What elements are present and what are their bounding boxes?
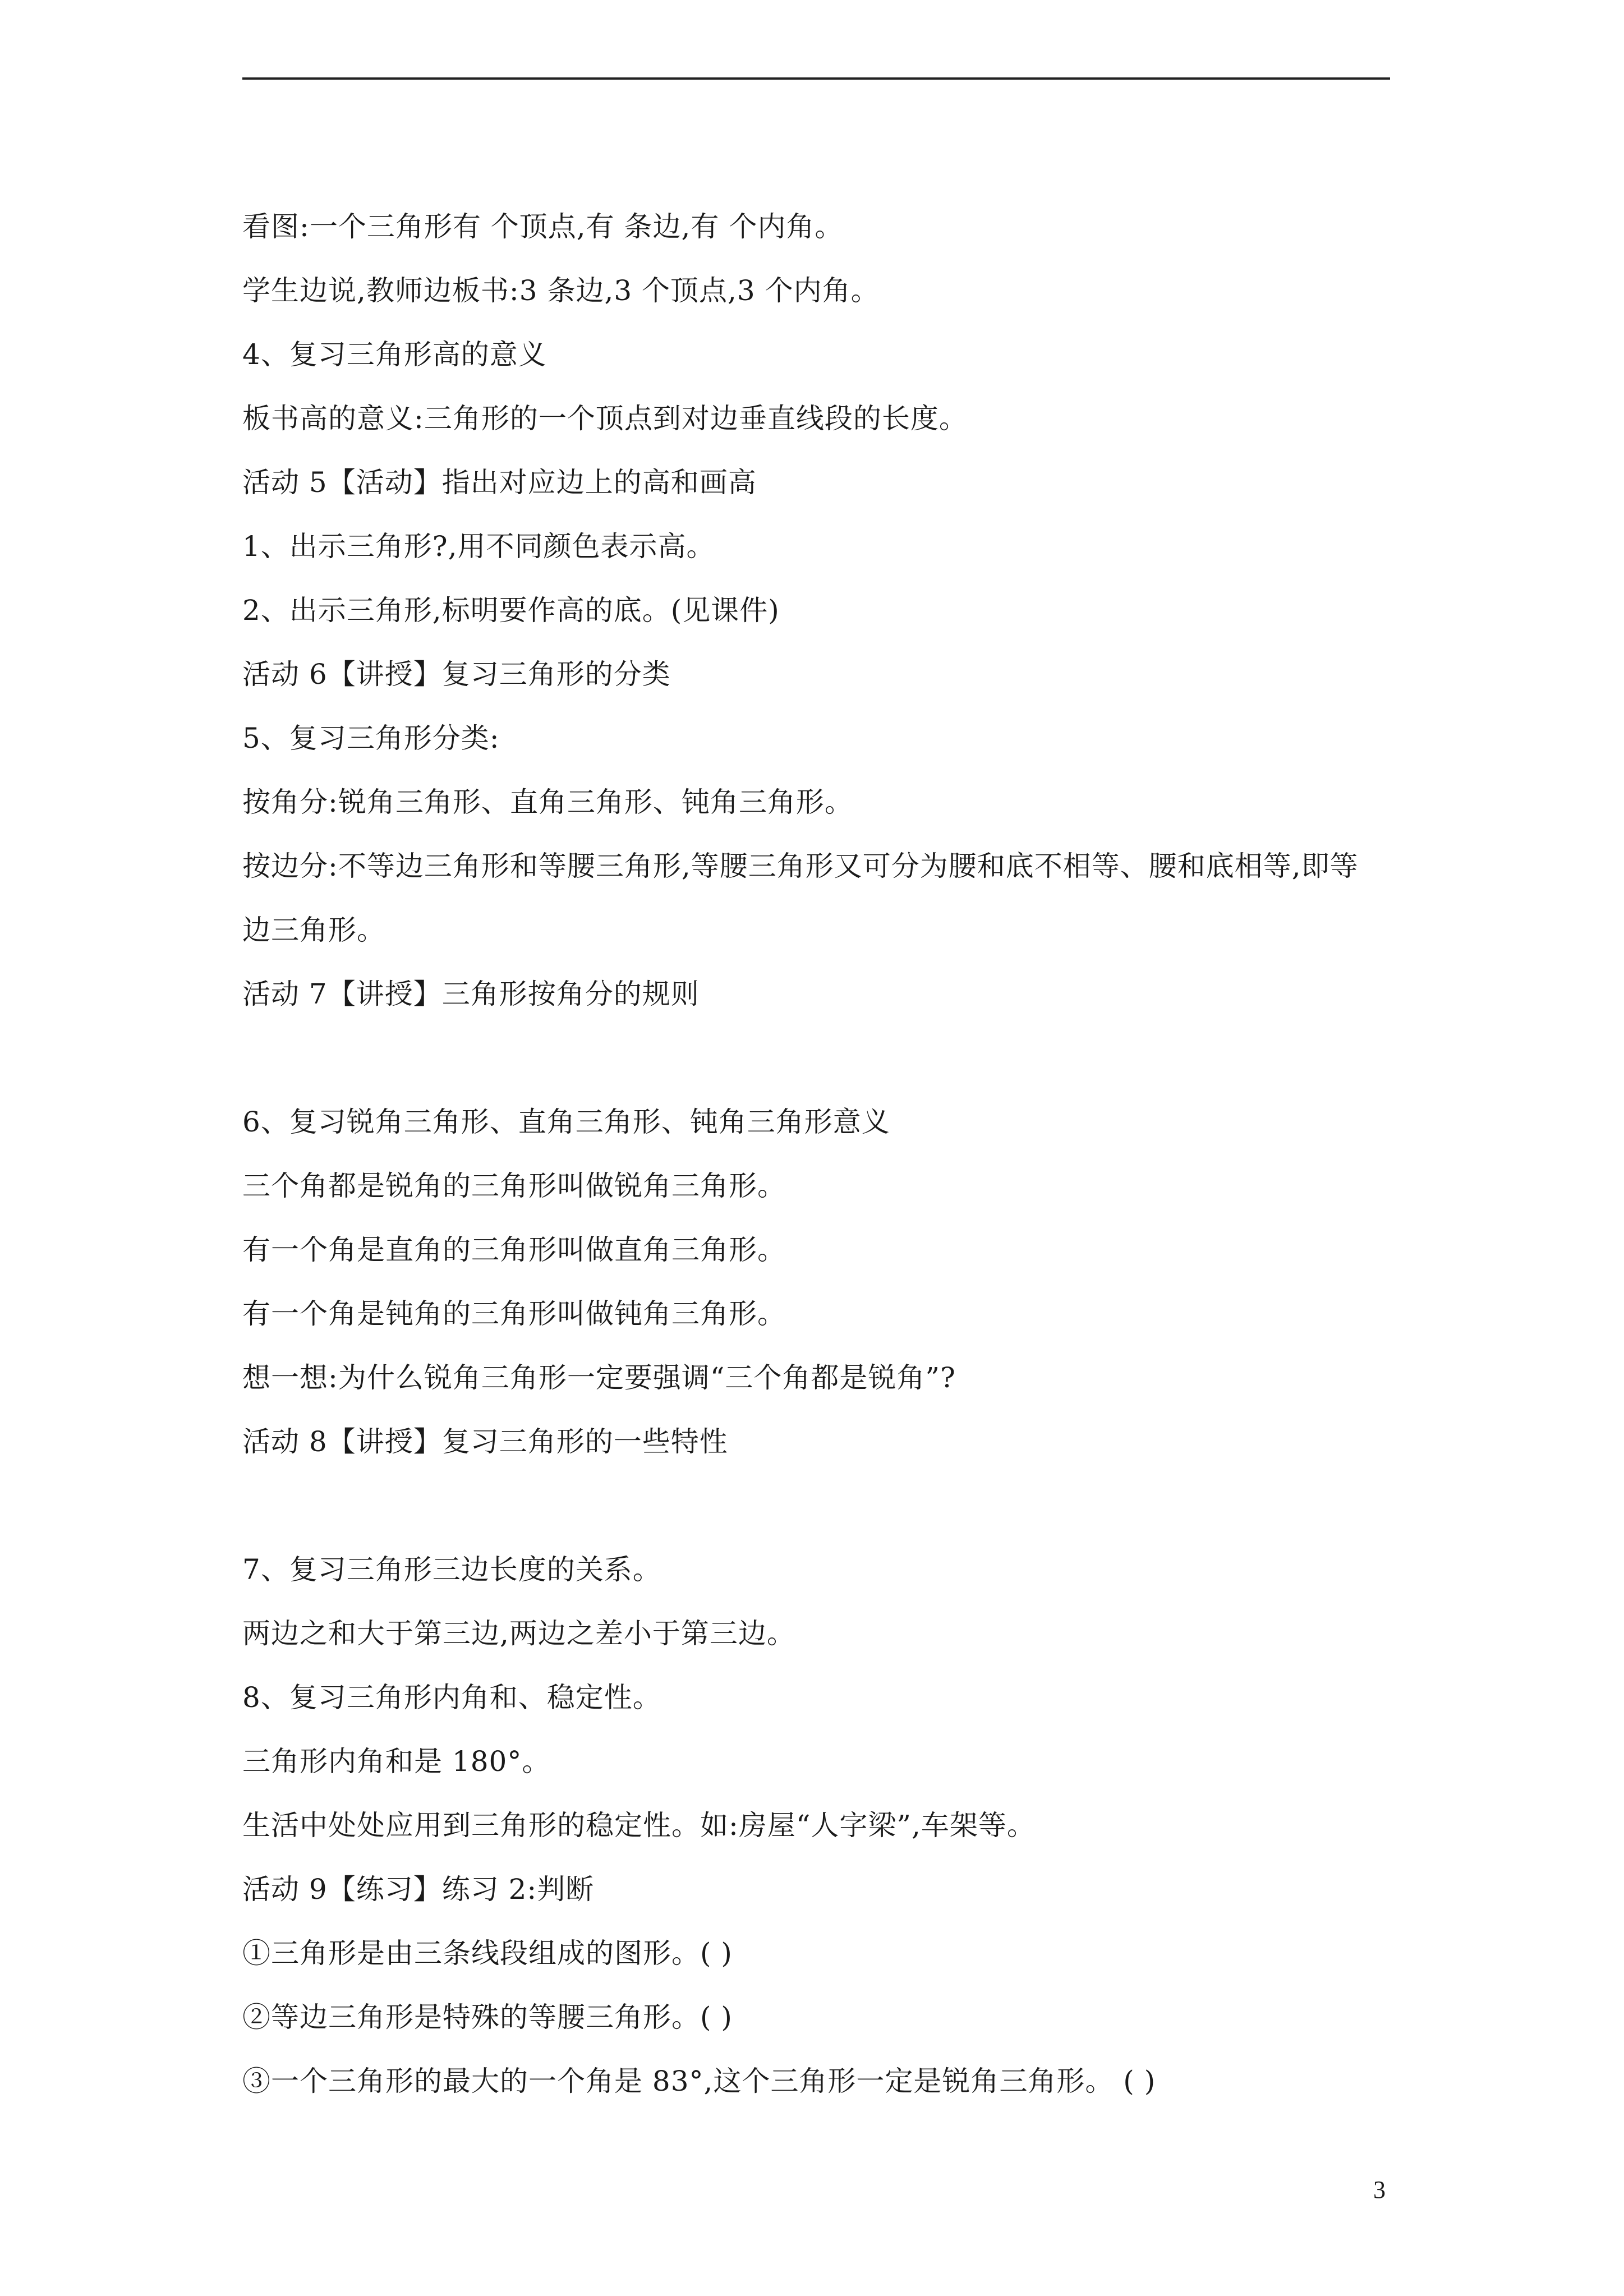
text-line: 有一个角是钝角的三角形叫做钝角三角形。 bbox=[242, 1297, 786, 1330]
text-line: 看图:一个三角形有 个顶点,有 条边,有 个内角。 bbox=[242, 210, 844, 243]
section-heading: 5、复习三角形分类: bbox=[242, 722, 500, 754]
exercise-item: ①三角形是由三条线段组成的图形。( ) bbox=[242, 1937, 733, 1970]
activity-heading: 活动 8【讲授】复习三角形的一些特性 bbox=[242, 1425, 728, 1458]
text-line: 三角形内角和是 180°。 bbox=[242, 1745, 551, 1778]
page-number: 3 bbox=[1373, 2176, 1386, 2203]
text-line: 想一想:为什么锐角三角形一定要强调“三个角都是锐角”? bbox=[242, 1361, 956, 1394]
text-line: 边三角形。 bbox=[242, 914, 385, 946]
text-line: 按边分:不等边三角形和等腰三角形,等腰三角形又可分为腰和底不相等、腰和底相等,即等 bbox=[242, 850, 1359, 882]
section-heading: 8、复习三角形内角和、稳定性。 bbox=[242, 1681, 661, 1714]
exercise-item: ③一个三角形的最大的一个角是 83°,这个三角形一定是锐角三角形。 ( ) bbox=[242, 2065, 1156, 2097]
text-line: 2、出示三角形,标明要作高的底。(见课件) bbox=[242, 594, 780, 627]
section-heading: 7、复习三角形三边长度的关系。 bbox=[242, 1553, 661, 1586]
activity-heading: 活动 7【讲授】三角形按角分的规则 bbox=[242, 978, 700, 1010]
text-line: 学生边说,教师边板书:3 条边,3 个顶点,3 个内角。 bbox=[242, 274, 880, 307]
text-line: 生活中处处应用到三角形的稳定性。如:房屋“人字梁”,车架等。 bbox=[242, 1809, 1036, 1842]
text-line: 按角分:锐角三角形、直角三角形、钝角三角形。 bbox=[242, 786, 853, 818]
text-line: 三个角都是锐角的三角形叫做锐角三角形。 bbox=[242, 1170, 786, 1202]
activity-heading: 活动 6【讲授】复习三角形的分类 bbox=[242, 658, 671, 691]
text-line: 有一个角是直角的三角形叫做直角三角形。 bbox=[242, 1234, 786, 1266]
section-heading: 6、复习锐角三角形、直角三角形、钝角三角形意义 bbox=[242, 1106, 890, 1138]
header-rule bbox=[242, 77, 1390, 80]
section-heading: 4、复习三角形高的意义 bbox=[242, 338, 547, 371]
activity-heading: 活动 5【活动】指出对应边上的高和画高 bbox=[242, 466, 757, 499]
text-line: 两边之和大于第三边,两边之差小于第三边。 bbox=[242, 1617, 795, 1650]
exercise-item: ②等边三角形是特殊的等腰三角形。( ) bbox=[242, 2001, 733, 2033]
activity-heading: 活动 9【练习】练习 2:判断 bbox=[242, 1873, 595, 1906]
text-line: 1、出示三角形?,用不同颜色表示高。 bbox=[242, 530, 715, 563]
text-line: 板书高的意义:三角形的一个顶点到对边垂直线段的长度。 bbox=[242, 402, 968, 435]
